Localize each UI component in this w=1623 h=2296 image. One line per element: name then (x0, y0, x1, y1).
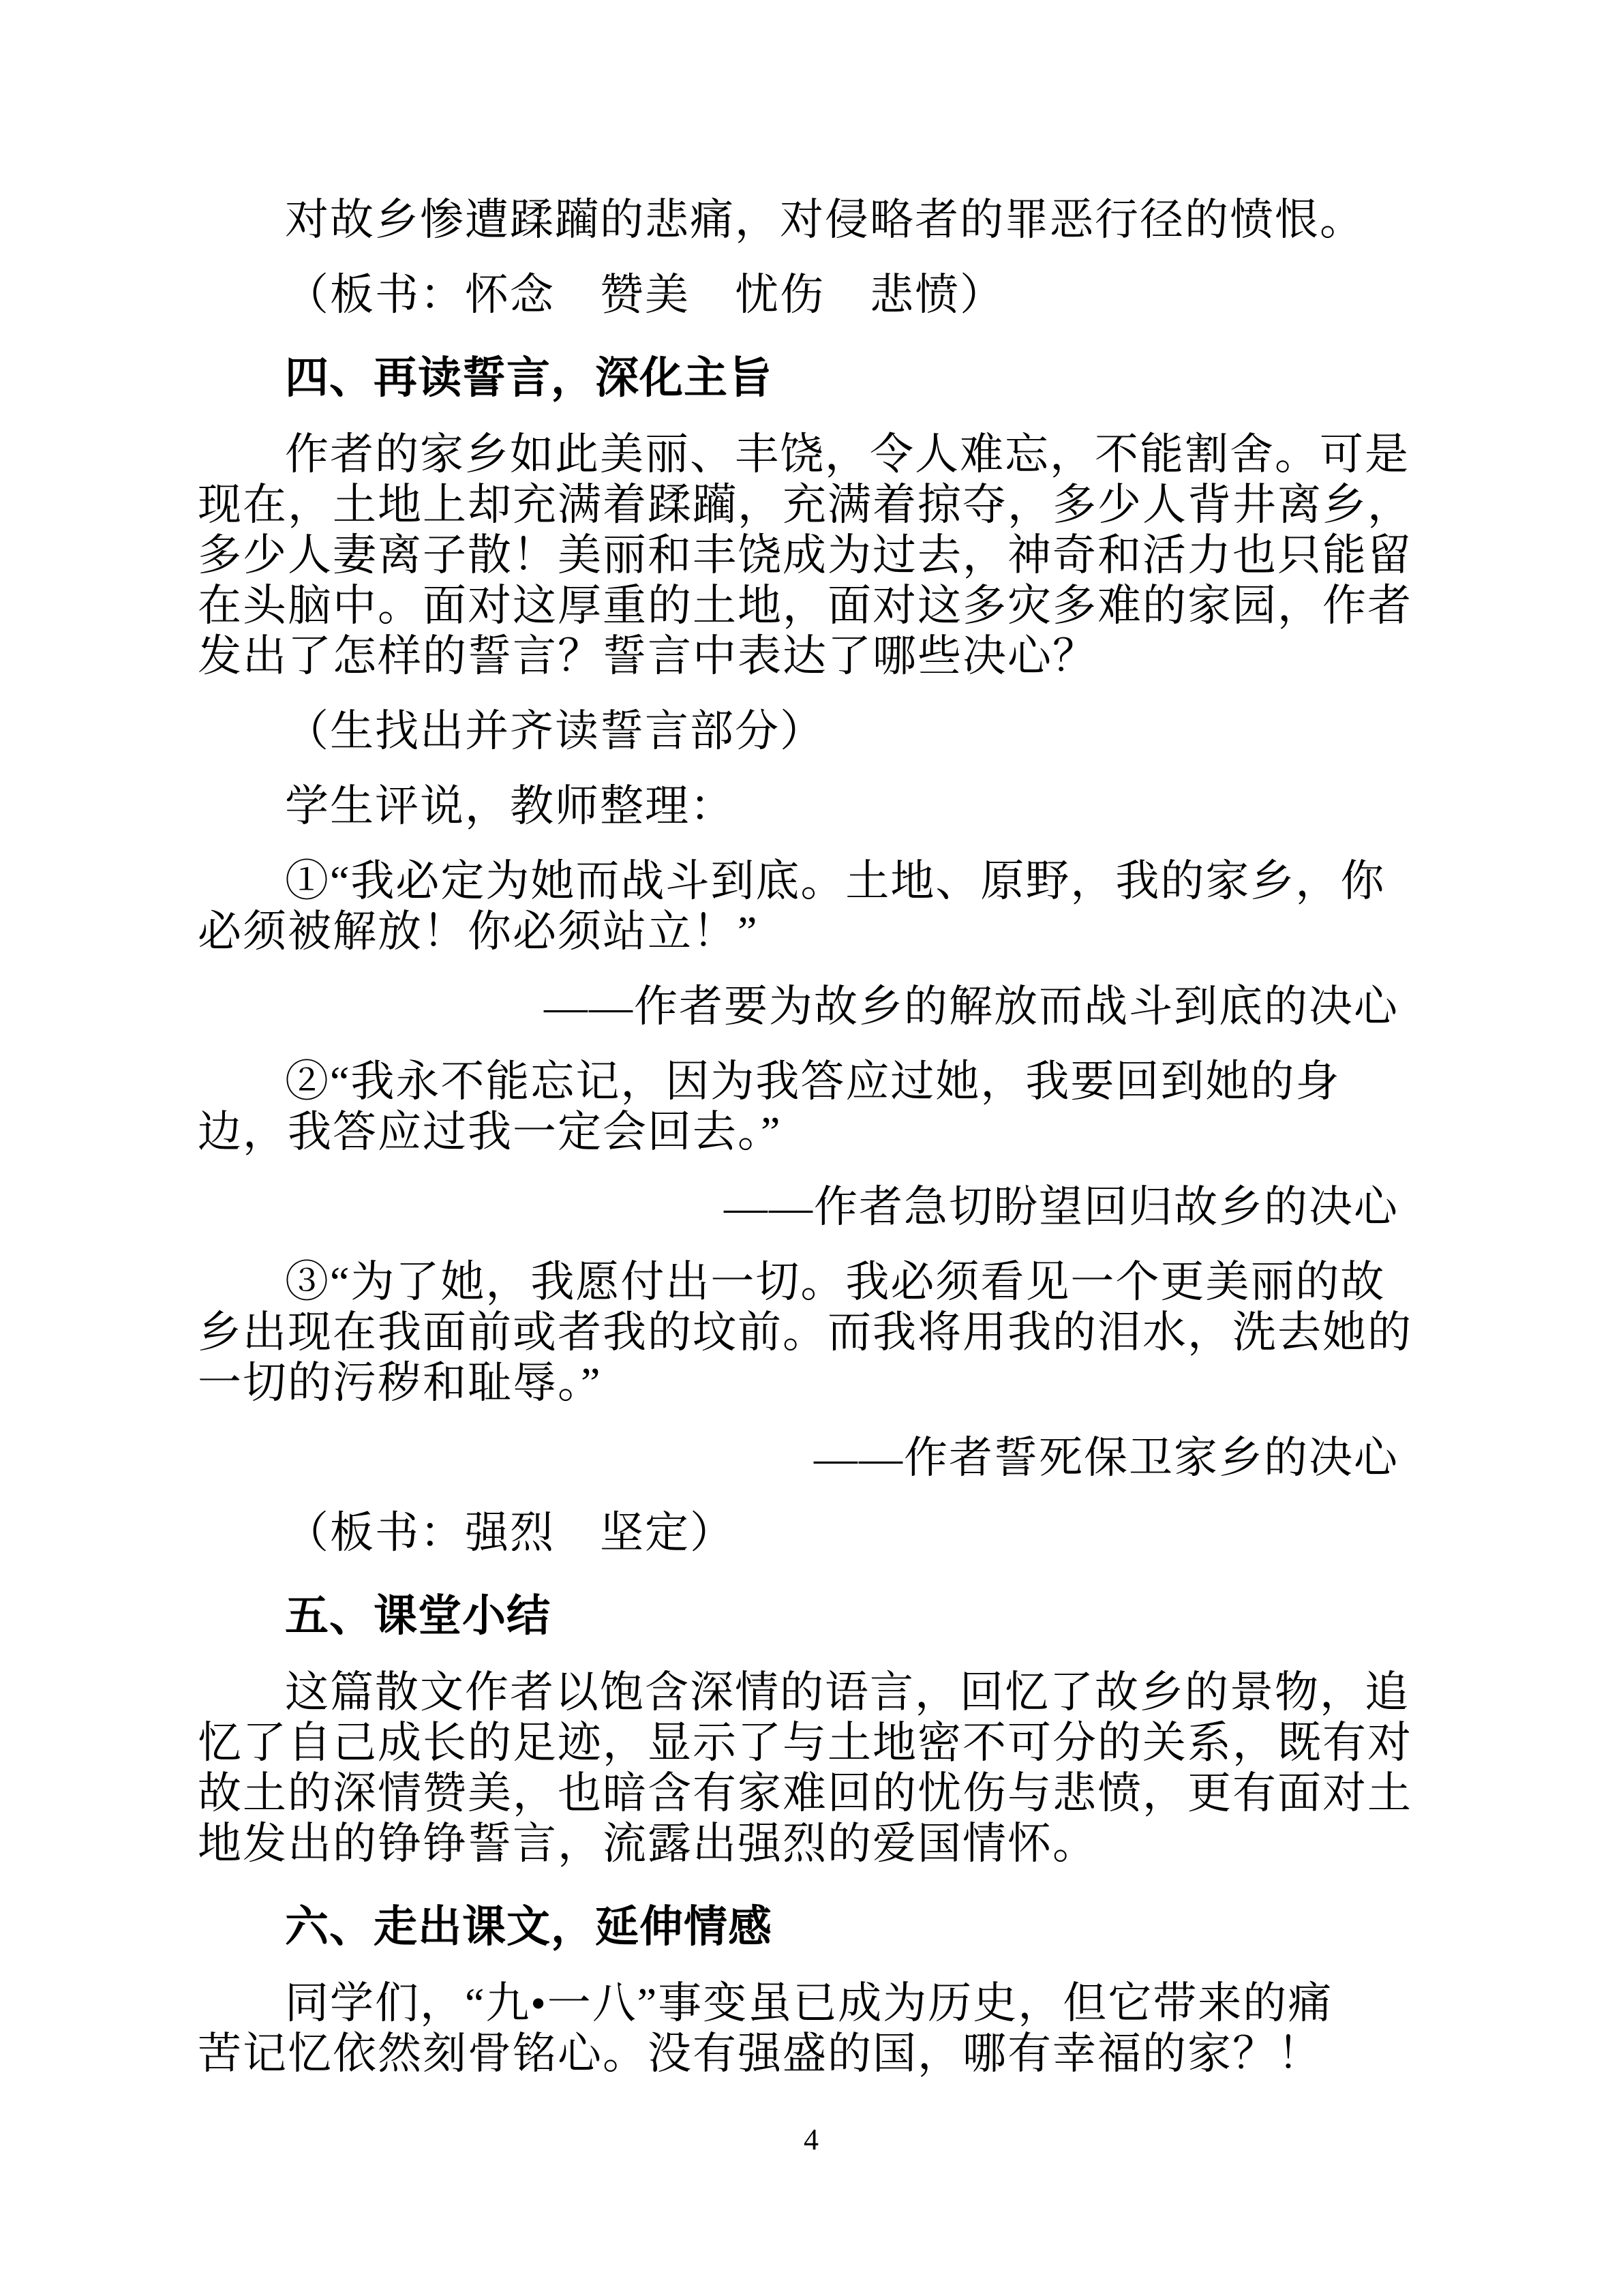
text-line: 乡出现在我面前或者我的坟前。而我将用我的泪水，洗去她的 (198, 1308, 1412, 1357)
text-line: ①“我必定为她而战斗到底。土地、原野，我的家乡，你 (285, 857, 1386, 905)
text-line: 地发出的铮铮誓言，流露出强烈的爱国情怀。 (198, 1819, 1097, 1868)
text-line: 必须被解放！你必须站立！” (198, 907, 759, 956)
text-line: 学生评说，教师整理： (285, 782, 735, 830)
paragraph-emotion-summary (198, 195, 1425, 245)
paragraph-extension (198, 1978, 1425, 2079)
text-line: 现在，土地上却充满着蹂躏，充满着掠夺，多少人背井离乡， (198, 481, 1412, 529)
quote-1 (198, 856, 1425, 957)
heading-text: 五、课堂小结 (285, 1591, 551, 1642)
page-number: 4 (804, 2123, 819, 2156)
text-line: 边，我答应过我一定会回去。” (198, 1108, 782, 1156)
section-heading-4 (198, 352, 1425, 405)
text-line: （生找出并齐读誓言部分） (285, 707, 825, 755)
section-heading-6 (198, 1901, 1425, 1954)
text-line: 在头脑中。面对这厚重的土地，面对这多灾多难的家园，作者 (198, 581, 1412, 630)
board-note-1 (198, 270, 1425, 320)
teacher-summary-lead (198, 781, 1425, 832)
text-line: 多少人妻离子散！美丽和丰饶成为过去，神奇和活力也只能留 (198, 531, 1412, 579)
paragraph-section4-intro (198, 429, 1425, 682)
text-line: 故土的深情赞美，也暗含有家难回的忧伤与悲愤，更有面对土 (198, 1769, 1412, 1817)
document-body (198, 195, 1425, 2157)
quote-3-attribution (198, 1433, 1425, 1483)
text-line: （板书：怀念 赞美 忧伤 悲愤） (285, 271, 1005, 319)
text-line: ——作者急切盼望回归故乡的决心 (724, 1183, 1399, 1231)
text-line: ——作者要为故乡的解放而战斗到底的决心 (544, 982, 1399, 1031)
text-line: 忆了自己成长的足迹，显示了与土地密不可分的关系，既有对 (198, 1719, 1412, 1767)
paragraph-class-summary (198, 1667, 1425, 1869)
board-note-2 (198, 1508, 1425, 1558)
text-line: 对故乡惨遭蹂躏的悲痛，对侵略者的罪恶行径的愤恨。 (285, 196, 1365, 244)
section-heading-5 (198, 1590, 1425, 1643)
text-line: ②“我永不能忘记，因为我答应过她，我要回到她的身 (285, 1057, 1341, 1106)
text-line: 苦记忆依然刻骨铭心。没有强盛的国，哪有幸福的家？！ (198, 2029, 1322, 2078)
quote-2-attribution (198, 1182, 1425, 1233)
text-line: 一切的污秽和耻辱。” (198, 1359, 602, 1407)
quote-3 (198, 1257, 1425, 1408)
text-line: ③“为了她，我愿付出一切。我必须看见一个更美丽的故 (285, 1258, 1386, 1306)
text-line: 发出了怎样的誓言？誓言中表达了哪些决心？ (198, 632, 1097, 680)
text-line: 作者的家乡如此美丽、丰饶，令人难忘，不能割舍。可是 (285, 430, 1410, 479)
text-line: ——作者誓死保卫家乡的决心 (814, 1434, 1399, 1482)
stage-direction-note (198, 706, 1425, 757)
quote-2 (198, 1057, 1425, 1158)
text-line: 同学们，“九•一八”事变虽已成为历史，但它带来的痛 (285, 1979, 1333, 2027)
heading-text: 六、走出课文，延伸情感 (285, 1902, 772, 1952)
quote-1-attribution (198, 982, 1425, 1032)
heading-text: 四、再读誓言，深化主旨 (285, 353, 772, 404)
text-line: （板书：强烈 坚定） (285, 1509, 735, 1557)
text-line: 这篇散文作者以饱含深情的语言，回忆了故乡的景物，追 (285, 1668, 1410, 1717)
